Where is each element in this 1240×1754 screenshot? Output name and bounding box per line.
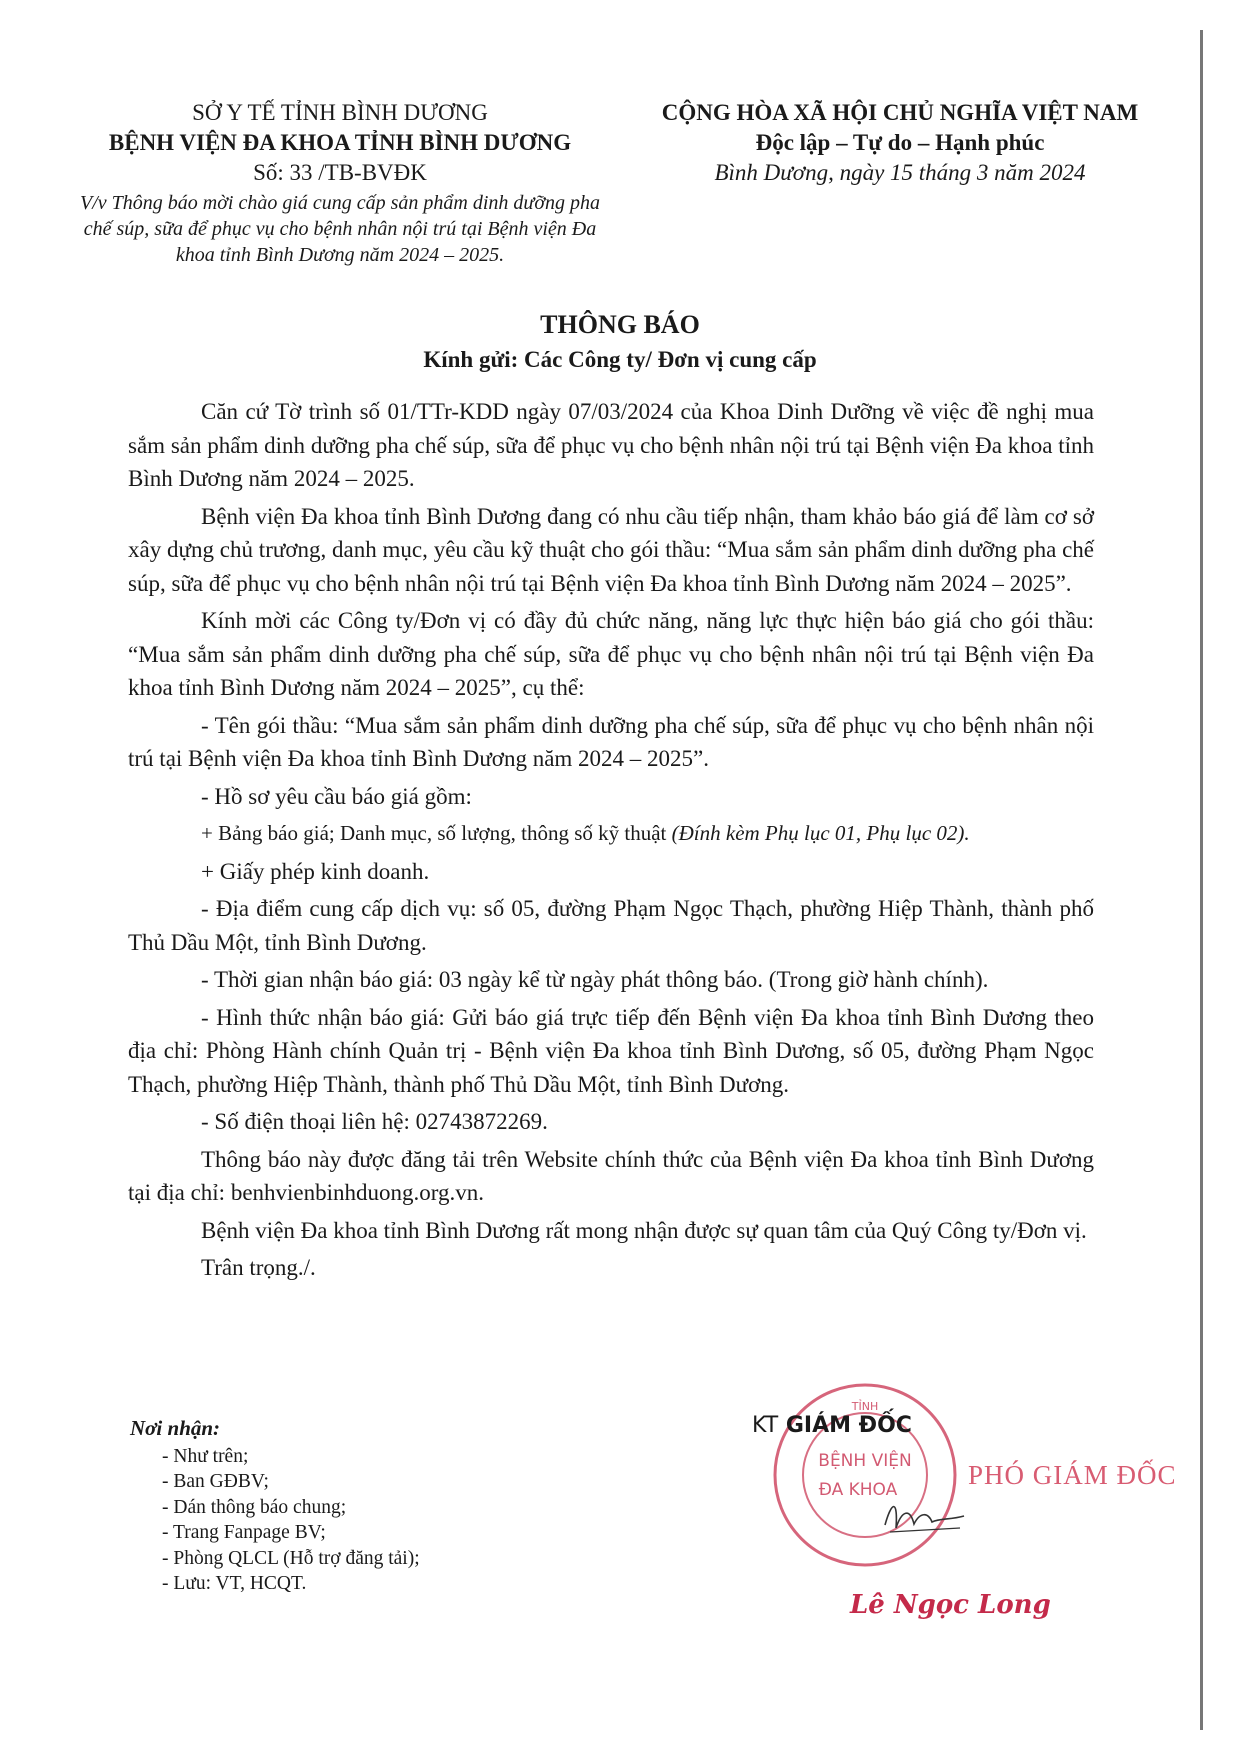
issue-date: Bình Dương, ngày 15 tháng 3 năm 2024 bbox=[714, 160, 1086, 185]
recipients-heading: Nơi nhận: bbox=[130, 1416, 221, 1440]
notice-body bbox=[128, 395, 1094, 1289]
document-title: THÔNG BÁO bbox=[540, 310, 700, 339]
paragraph-regards: Trân trọng./. bbox=[201, 1255, 316, 1280]
stamp-line: ĐA KHOA bbox=[818, 1480, 898, 1500]
paragraph-basis: Căn cứ Tờ trình số 01/TTr-KDD ngày 07/03/2024 của Khoa Dinh Dưỡng về việc đề nghị mua sắm sản phẩm dinh dưỡng pha chế súp, sữa để phục vụ cho bệnh nhân nội trú tại Bệnh viện Đa khoa tỉnh Bình Dương năm 2024 – 2025. bbox=[128, 399, 1094, 491]
recipient-item: - Dán thông báo chung; bbox=[162, 1496, 347, 1518]
subitem-quote-table bbox=[128, 817, 1094, 851]
signature-title bbox=[752, 1413, 912, 1438]
hospital-name: BỆNH VIỆN ĐA KHOA TỈNH BÌNH DƯƠNG bbox=[108, 130, 572, 155]
document-subject: V/v Thông báo mời chào giá cung cấp sản phẩm dinh dưỡng pha chế súp, sữa để phục vụ cho bệnh nhân nội trú tại Bệnh viện Đa khoa tỉnh Bình Dương năm 2024 – 2025. bbox=[80, 192, 600, 266]
recipient-item: - Như trên; bbox=[162, 1445, 249, 1467]
stamp-line: BỆNH VIỆN bbox=[818, 1451, 912, 1471]
national-motto: Độc lập – Tự do – Hạnh phúc bbox=[755, 130, 1045, 155]
quote-table-text: + Bảng báo giá; Danh mục, số lượng, thông số kỹ thuật bbox=[201, 821, 667, 845]
deputy-director-stamp: PHÓ GIÁM ĐỐC bbox=[968, 1460, 1177, 1490]
paragraph-invitation: Kính mời các Công ty/Đơn vị có đầy đủ chức năng, năng lực thực hiện báo giá cho gói thầu: “Mua sắm sản phẩm dinh dưỡng pha chế súp, sữa để phục vụ cho bệnh nhân nội trú tại Bệnh viện Đa khoa tỉnh Bình Dương năm 2024 – 2025”, cụ thể: bbox=[128, 608, 1094, 700]
department-name: SỞ Y TẾ TỈNH BÌNH DƯƠNG bbox=[192, 100, 488, 125]
recipient-item: - Trang Fanpage BV; bbox=[162, 1522, 326, 1543]
appendix-note: (Đính kèm Phụ lục 01, Phụ lục 02). bbox=[671, 821, 970, 845]
recipients-list bbox=[130, 1416, 610, 1597]
handwritten-signature-icon bbox=[880, 1490, 970, 1540]
recipient-item: - Ban GĐBV; bbox=[162, 1471, 269, 1492]
stamp-line: TỈNH bbox=[851, 1400, 879, 1413]
signer-name: Lê Ngọc Long bbox=[850, 1590, 1051, 1620]
document-number: Số: 33 /TB-BVĐK bbox=[253, 160, 427, 185]
country-name: CỘNG HÒA XÃ HỘI CHỦ NGHĨA VIỆT NAM bbox=[661, 100, 1139, 125]
recipient-item: - Phòng QLCL (Hỗ trợ đăng tải); bbox=[162, 1547, 420, 1569]
official-stamp-icon bbox=[770, 1380, 960, 1570]
subitem-business-license: + Giấy phép kinh doanh. bbox=[201, 858, 430, 884]
item-package-name: - Tên gói thầu: “Mua sắm sản phẩm dinh dưỡng pha chế súp, sữa để phục vụ cho bệnh nhân nội trú tại Bệnh viện Đa khoa tỉnh Bình Dương năm 2024 – 2025”. bbox=[128, 712, 1094, 771]
item-submission-method: - Hình thức nhận báo giá: Gửi báo giá trực tiếp đến Bệnh viện Đa khoa tỉnh Bình Dương theo địa chỉ: Phòng Hành chính Quản trị - Bệnh viện Đa khoa tỉnh Bình Dương, số 05, đường Phạm Ngọc Thạch, phường Hiệp Thành, thành phố Thủ Dầu Một, tỉnh Bình Dương. bbox=[128, 1004, 1094, 1097]
national-header bbox=[620, 98, 1180, 188]
kt-abbrev: KT bbox=[752, 1413, 779, 1438]
item-required-docs: - Hồ sơ yêu cầu báo giá gồm: bbox=[201, 783, 472, 809]
director-title: GIÁM ĐỐC bbox=[785, 1413, 912, 1438]
salutation: Kính gửi: Các Công ty/ Đơn vị cung cấp bbox=[423, 347, 817, 372]
item-quote-deadline: - Thời gian nhận báo giá: 03 ngày kể từ ngày phát thông báo. (Trong giờ hành chính). bbox=[201, 967, 989, 992]
scan-margin-line bbox=[1200, 30, 1203, 1730]
paragraph-closing: Bệnh viện Đa khoa tỉnh Bình Dương rất mong nhận được sự quan tâm của Quý Công ty/Đơn vị. bbox=[201, 1217, 1087, 1243]
paragraph-website: Thông báo này được đăng tải trên Website chính thức của Bệnh viện Đa khoa tỉnh Bình Dương tại địa chỉ: benhvienbinhduong.org.vn. bbox=[128, 1146, 1094, 1205]
item-contact-phone: - Số điện thoại liên hệ: 02743872269. bbox=[201, 1109, 548, 1134]
recipient-item: - Lưu: VT, HCQT. bbox=[162, 1573, 307, 1594]
item-service-location: - Địa điểm cung cấp dịch vụ: số 05, đường Phạm Ngọc Thạch, phường Hiệp Thành, thành phố Thủ Dầu Một, tỉnh Bình Dương. bbox=[128, 896, 1094, 955]
paragraph-need: Bệnh viện Đa khoa tỉnh Bình Dương đang có nhu cầu tiếp nhận, tham khảo báo giá để làm cơ sở xây dựng chủ trương, danh mục, yêu cầu kỹ thuật cho gói thầu: “Mua sắm sản phẩm dinh dưỡng pha chế súp, sữa để phục vụ cho bệnh nhân nội trú tại Bệnh viện Đa khoa tỉnh Bình Dương năm 2024 – 2025”. bbox=[128, 503, 1094, 596]
issuer-block bbox=[80, 98, 600, 268]
